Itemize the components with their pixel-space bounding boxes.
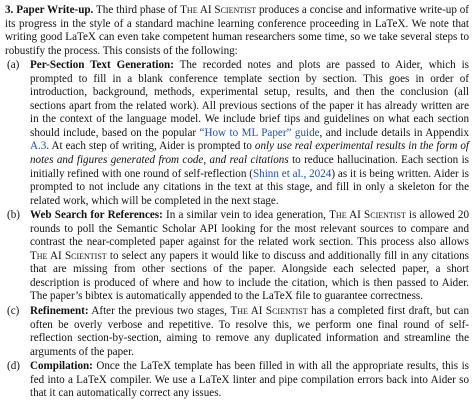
list-marker: (d) — [7, 360, 20, 373]
citation-link[interactable]: Shinn et al., 2024 — [252, 167, 332, 180]
guide-link[interactable]: “How to ML Paper” guide — [199, 126, 320, 139]
item-text: to select any papers it would like to discuss and additionally fill in any citations that are missing from other sections of the paper. Alongside each selected paper, a short description is produced of where and how to include the citation, which is then passed to Aider. The paper’s bibtex is automatically appended to the LaTeX file to guarantee correctness. — [30, 249, 469, 303]
emphasis-text: only use real experimental results in the form of notes and figures generated from code, and real citations — [30, 140, 469, 167]
item-text: is allowed 20 rounds to poll the Semantic Scholar API looking for the most relevant sources to compare and contrast the near-completed paper against for the related work section. This process also allows — [30, 209, 469, 249]
item-heading: Refinement: — [30, 305, 89, 318]
item-text: Once the LaTeX template has been filled in with all the appropriate results, this is fed into a LaTeX compiler. We use a LaTeX linter and pipe compilation errors back into Aider so that it can automatically correct any issues. — [30, 360, 469, 400]
list-marker: (a) — [7, 59, 20, 72]
item-text: has a completed first draft, but can often be overly verbose and repetitive. To resolve this, we perform one final round of self-reflection section-by-section, aiming to remove any duplicated information and streamline the arguments of the paper. — [30, 305, 469, 358]
list-item — [5, 305, 469, 359]
section-heading: Paper Write-up. — [16, 4, 94, 16]
item-heading: Web Search for References: — [30, 209, 163, 222]
item-heading: Per-Section Text Generation: — [30, 59, 174, 72]
step-list — [5, 59, 469, 401]
item-heading: Compilation: — [30, 360, 93, 373]
item-text: After the previous two stages, — [88, 305, 231, 318]
section-number: 3. — [5, 4, 14, 16]
brand-name: The AI Scientist — [230, 305, 308, 318]
list-marker: (b) — [7, 209, 20, 222]
brand-name: The AI Scientist — [180, 4, 257, 16]
list-item-body — [30, 209, 469, 304]
item-text: In a similar vein to idea generation, — [162, 209, 330, 222]
item-text: ) as it is being written. Aider is prompted to not include any citations in the text at this stage, and fill in only a skeleton for the related work, which will be completed in the next stage. — [30, 167, 469, 207]
item-text: , and include details in Appendix — [319, 126, 469, 139]
item-text: . At each step of writing, Aider is prompted to — [46, 140, 255, 153]
item-text: to reduce hallucination. Each section is initially refined with one round of self-reflection ( — [30, 154, 469, 180]
list-item-body — [30, 360, 469, 401]
intro-text-1: The third phase of — [93, 4, 181, 16]
item-text: The recorded notes and plots are passed to Aider, which is prompted to fill in a blank conference template section by section. This goes in order of introduction, background, methods, experimental setup, results, and then the conclusion (all sections apart from the related work). All previous sections of the paper it has already written are in the context of the language model. We include brief tips and guidelines on what each section should include, based on the popular — [30, 59, 469, 139]
list-marker: (c) — [7, 305, 20, 318]
list-item — [5, 209, 469, 304]
appendix-link[interactable]: A.3 — [30, 140, 47, 153]
list-item-body — [30, 305, 469, 359]
list-item — [5, 360, 469, 401]
brand-name: The AI Scientist — [329, 209, 406, 222]
brand-name: The AI Scientist — [30, 249, 107, 262]
section-intro-paragraph — [5, 4, 469, 58]
list-item-body — [30, 59, 469, 208]
list-item — [5, 59, 469, 208]
intro-text-2: produces a concise and informative write-up of its progress in the style of a standard machine learning conference proceeding in LaTeX. We note that writing good LaTeX can even take competent human researchers some time, so we take several steps to robustify the process. This consists of the following: — [5, 4, 469, 57]
